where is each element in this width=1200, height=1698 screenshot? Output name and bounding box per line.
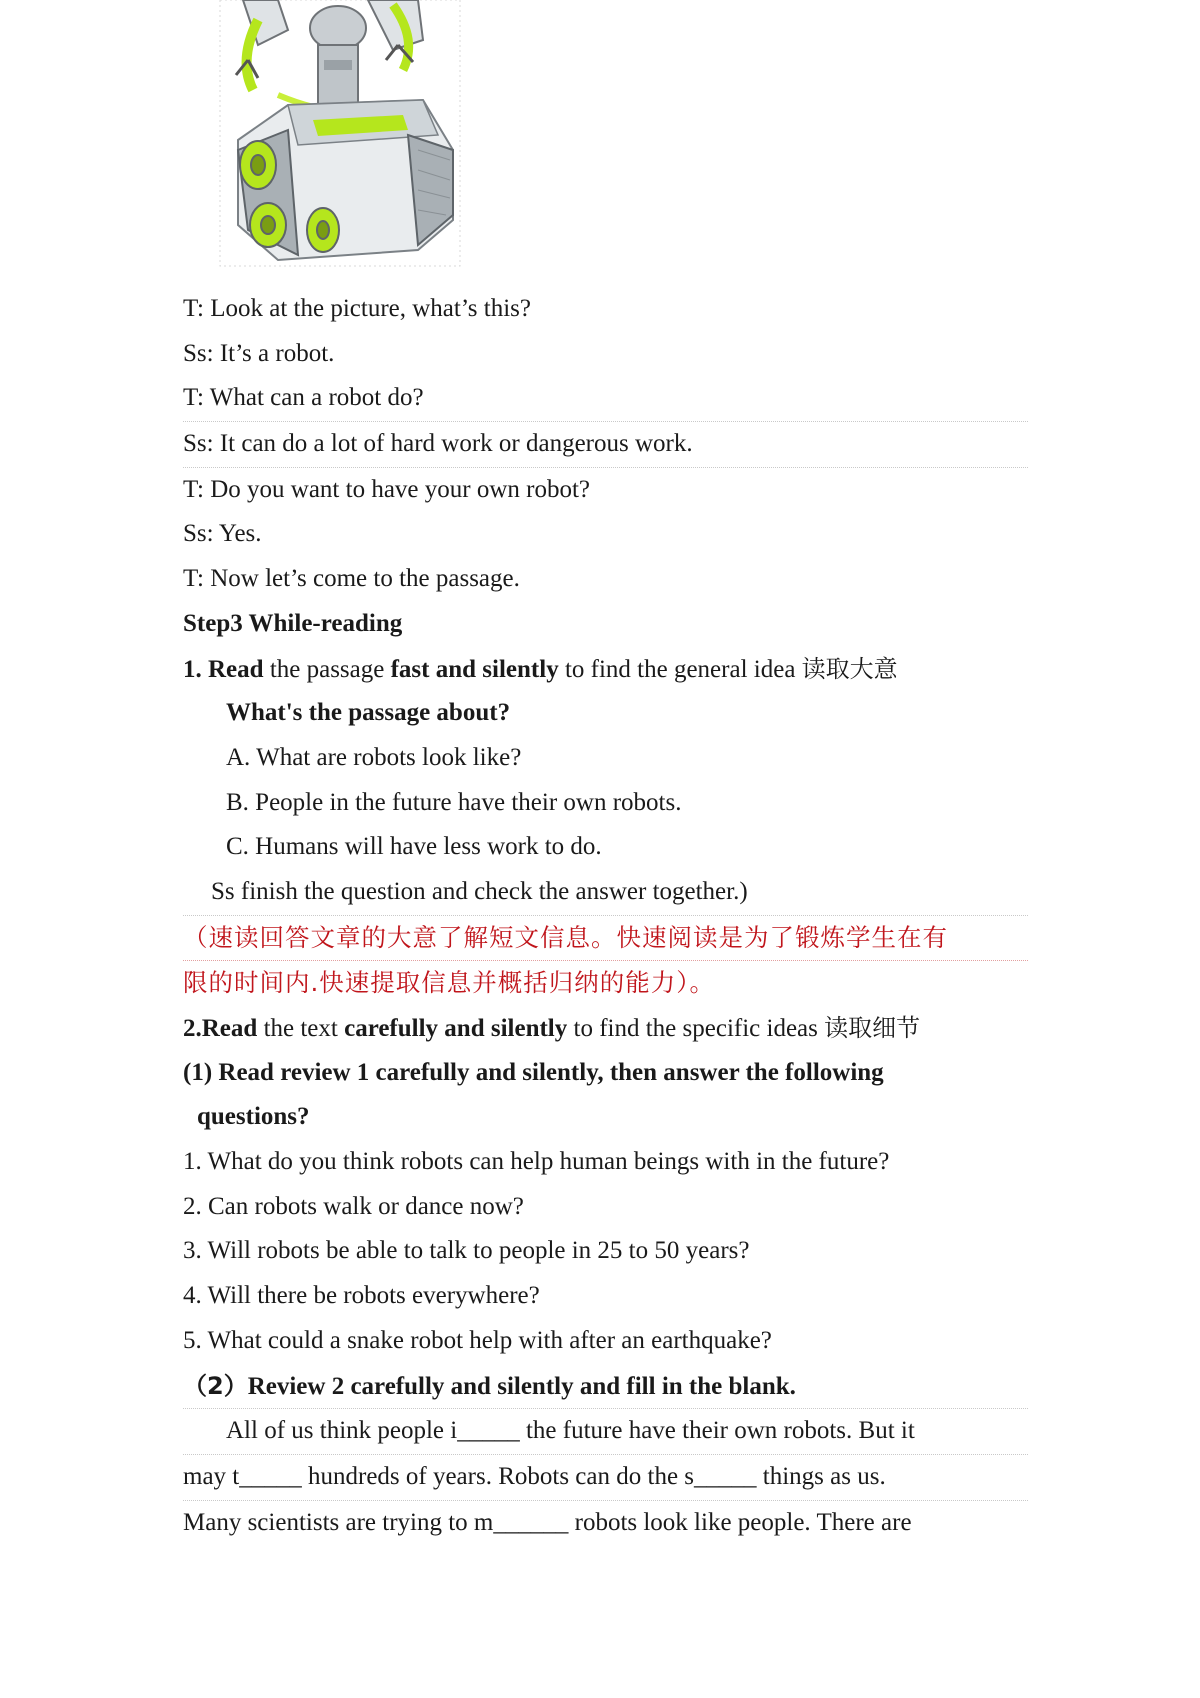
teaching-note-line1: （速读回答文章的大意了解短文信息。快速阅读是为了锻炼学生在有 (183, 916, 1028, 962)
sub2-heading (183, 1364, 1028, 1410)
passage-line: All of us think people i_____ the future have their own robots. But it (183, 1409, 1028, 1455)
dialogue-line: T: Do you want to have your own robot? (183, 475, 591, 503)
step3-heading: Step3 While-reading (183, 609, 403, 637)
dialogue-line: Ss: It’s a robot. (183, 339, 335, 367)
task1-note: Ss finish the question and check the answer together.) (183, 870, 1028, 916)
dialogue-line: Ss: It can do a lot of hard work or dangerous work. (183, 422, 1028, 468)
sub2-prefix: （2） (183, 1371, 248, 1400)
task2-emphasis: carefully and silently (344, 1015, 568, 1042)
sub2-text: Review 2 carefully and silently and fill in the blank. (247, 1372, 796, 1400)
task1-option: C. Humans will have less work to do. (226, 833, 602, 861)
question-item: 1. What do you think robots can help human beings with in the future? (183, 1148, 890, 1176)
task1-option: A. What are robots look like? (226, 743, 522, 771)
task1-number: 1. Read (183, 655, 264, 683)
task1-emphasis: fast and silently (390, 655, 559, 683)
passage-line: may t_____ hundreds of years. Robots can do the s_____ things as us. (183, 1455, 1028, 1501)
task1-option: B. People in the future have their own robots. (226, 788, 682, 816)
task2-chinese: 读取细节 (824, 1014, 921, 1042)
question-item: 3. Will robots be able to talk to people in 25 to 50 years? (183, 1237, 750, 1265)
task2-instruction (183, 1006, 1028, 1051)
task1-text2: to find the general idea (558, 655, 802, 683)
robot-image (218, 0, 462, 268)
dialogue-line: T: Look at the picture, what’s this? (183, 295, 531, 322)
dialogue-line: T: Now let’s come to the passage. (183, 565, 520, 593)
lesson-content (183, 287, 1028, 1545)
passage-line: Many scientists are trying to m______ robots look like people. There are (183, 1508, 912, 1536)
dialogue-line: Ss: Yes. (183, 520, 262, 548)
sub1-heading-cont: questions? (197, 1103, 310, 1131)
teaching-note-line2: 限的时间内.快速提取信息并概括归纳的能力）。 (183, 968, 716, 998)
task2-text1: the text (257, 1015, 345, 1042)
sub1-heading: (1) Read review 1 carefully and silently, then answer the following (183, 1058, 884, 1086)
task1-chinese: 读取大意 (801, 654, 898, 683)
question-item: 5. What could a snake robot help with after an earthquake? (183, 1326, 772, 1354)
dialogue-line: T: What can a robot do? (183, 376, 1028, 422)
question-item: 2. Can robots walk or dance now? (183, 1192, 524, 1220)
task1-question: What's the passage about? (226, 699, 511, 727)
task1-instruction (183, 647, 1028, 692)
task2-number: 2.Read (183, 1015, 258, 1042)
task2-text2: to find the specific ideas (567, 1015, 825, 1042)
question-item: 4. Will there be robots everywhere? (183, 1282, 540, 1310)
task1-text1: the passage (263, 655, 391, 683)
